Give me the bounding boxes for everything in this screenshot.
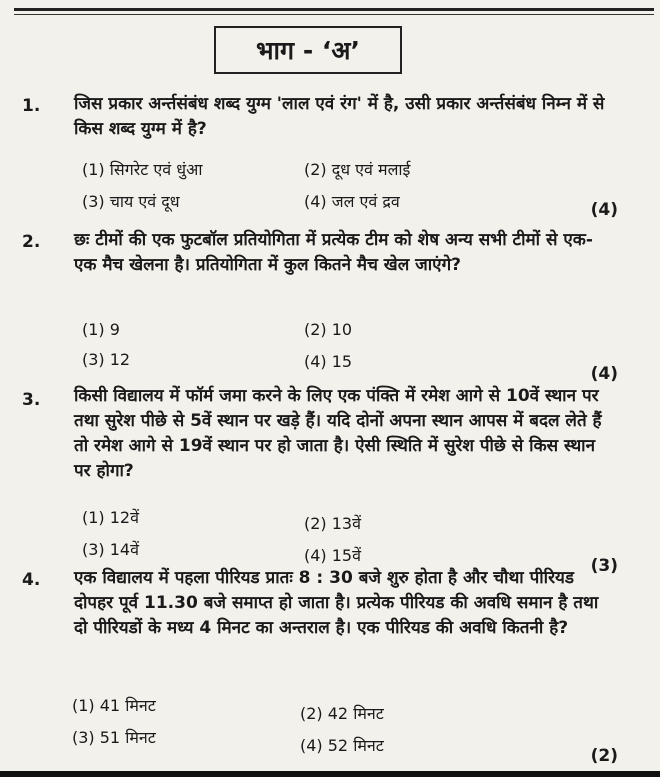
option-1: (1) 41 मिनट: [72, 696, 156, 715]
option-1: (1) सिगरेट एवं धुंआ: [82, 160, 203, 179]
question-text: किसी विद्यालय में फॉर्म जमा करने के लिए एक पंक्ति में रमेश आगे से 10वें स्थान पर तथा सुरेश पीछे से 5वें स्थान पर खड़े हैं। यदि दोनों अपना स्थान आपस में बदल लेते हैं तो रमेश आगे से 19वें स्थान पर हो जाता है। ऐसी स्थिति में सुरेश पीछे से किस स्थान पर होगा?: [74, 386, 602, 481]
option-1: (1) 12वें: [82, 508, 140, 527]
option-1: (1) 9: [82, 320, 120, 339]
answer-label: (4): [590, 200, 618, 220]
question-text: छः टीमों की एक फुटबॉल प्रतियोगिता में प्रत्येक टीम को शेष अन्य सभी टीमों से एक-एक मैच खेलना है। प्रतियोगिता में कुल कितने मैच खेल जाएंगे?: [74, 230, 593, 275]
question-number: 2.: [22, 232, 41, 252]
question-number: 3.: [22, 390, 41, 410]
option-3: (3) 14वें: [82, 540, 140, 559]
option-4: (4) 52 मिनट: [300, 736, 384, 755]
option-4: (4) जल एवं द्रव: [304, 192, 400, 211]
top-rule: [14, 8, 654, 11]
option-4: (4) 15: [304, 352, 353, 371]
bottom-edge: [0, 771, 660, 777]
question-text: जिस प्रकार अर्न्तसंबंध शब्द युग्म 'लाल एवं रंग' में है, उसी प्रकार अर्न्तसंबंध निम्न में से किस शब्द युग्म में है?: [74, 94, 605, 139]
answer-label: (2): [590, 746, 618, 766]
option-3: (3) 12: [82, 350, 131, 369]
answer-label: (4): [590, 364, 618, 384]
question-number: 1.: [22, 96, 41, 116]
section-title: भाग - ‘अ’: [214, 26, 402, 74]
question-number: 4.: [22, 570, 41, 590]
option-4: (4) 15वें: [304, 546, 362, 565]
top-rule-thin: [14, 14, 654, 15]
option-2: (2) दूध एवं मलाई: [304, 160, 411, 179]
option-2: (2) 42 मिनट: [300, 704, 384, 723]
answer-label: (3): [590, 556, 618, 576]
option-3: (3) चाय एवं दूध: [82, 192, 180, 211]
option-3: (3) 51 मिनट: [72, 728, 156, 747]
option-2: (2) 13वें: [304, 514, 362, 533]
question-text: एक विद्यालय में पहला पीरियड प्रातः 8 : 30 बजे शुरु होता है और चौथा पीरियड दोपहर पूर्व 11.30 बजे समाप्त हो जाता है। प्रत्येक पीरियड की अवधि समान है तथा दो पीरियडों के मध्य 4 मिनट का अन्तराल है। एक पीरियड की अवधि कितनी है?: [74, 568, 599, 638]
option-2: (2) 10: [304, 320, 353, 339]
